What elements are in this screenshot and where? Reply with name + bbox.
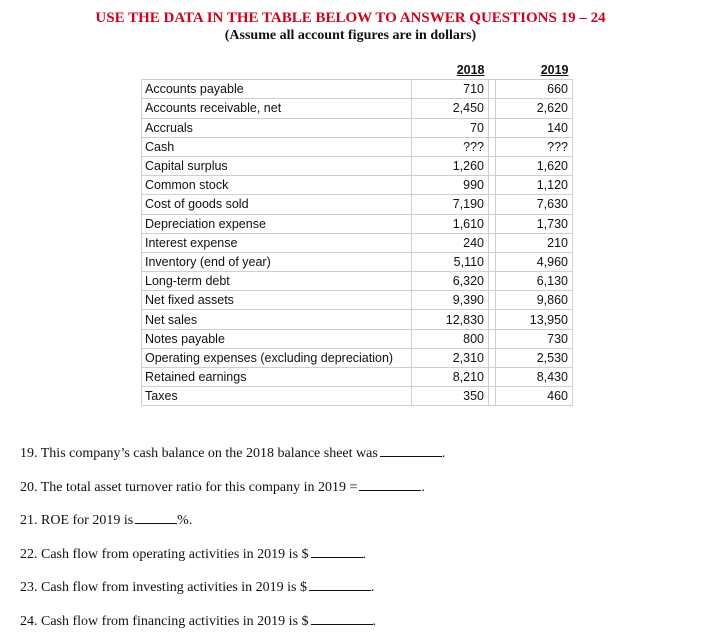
question-suffix: .: [442, 446, 446, 461]
question-suffix: .: [363, 547, 367, 562]
table-row: [142, 233, 573, 252]
value-2018: 800: [412, 329, 489, 348]
value-2019: 460: [496, 387, 573, 406]
value-2019: 6,130: [496, 272, 573, 291]
table-row: [142, 214, 573, 233]
page-subtitle: (Assume all account figures are in dollars): [0, 28, 701, 44]
table-row: [142, 329, 573, 348]
account-label: Taxes: [142, 387, 412, 406]
value-2019: 140: [496, 118, 573, 137]
answer-blank[interactable]: [311, 610, 373, 625]
table-row: [142, 118, 573, 137]
value-2019: 8,430: [496, 368, 573, 387]
question-text: Cash flow from operating activities in 2019 is $: [41, 547, 309, 562]
table-row: [142, 195, 573, 214]
account-label: Inventory (end of year): [142, 252, 412, 271]
account-label: Capital surplus: [142, 156, 412, 175]
value-2018: 990: [412, 176, 489, 195]
account-label: Accounts receivable, net: [142, 99, 412, 118]
question-list: [20, 442, 445, 643]
question-text: The total asset turnover ratio for this company in 2019 =: [41, 480, 358, 495]
question-text: ROE for 2019 is: [41, 513, 133, 528]
value-2018: 12,830: [412, 310, 489, 329]
question-text: Cash flow from investing activities in 2019 is $: [41, 580, 307, 595]
value-2018: 240: [412, 233, 489, 252]
account-label: Accruals: [142, 118, 412, 137]
value-2019: 1,120: [496, 176, 573, 195]
value-2019: ???: [496, 137, 573, 156]
value-2019: 4,960: [496, 252, 573, 271]
question-suffix: .: [371, 580, 375, 595]
value-2019: 2,530: [496, 348, 573, 367]
table-row: [142, 156, 573, 175]
table-row: [142, 368, 573, 387]
table-row: [142, 137, 573, 156]
value-2018: 5,110: [412, 252, 489, 271]
question-21: [20, 509, 445, 543]
value-2019: 1,730: [496, 214, 573, 233]
question-19: [20, 442, 445, 476]
table-row: [142, 348, 573, 367]
question-number: 20.: [20, 480, 38, 495]
question-number: 19.: [20, 446, 38, 461]
value-2018: 7,190: [412, 195, 489, 214]
value-2019: 9,860: [496, 291, 573, 310]
question-text: Cash flow from financing activities in 2019 is $: [41, 614, 309, 629]
table-row: [142, 310, 573, 329]
value-2019: 7,630: [496, 195, 573, 214]
table-row: [142, 272, 573, 291]
value-2018: ???: [412, 137, 489, 156]
year-2019-header: 2019: [496, 61, 573, 80]
account-label: Depreciation expense: [142, 214, 412, 233]
question-22: [20, 543, 445, 577]
question-number: 24.: [20, 614, 38, 629]
account-label: Operating expenses (excluding depreciation): [142, 348, 412, 367]
answer-blank[interactable]: [380, 442, 442, 457]
value-2018: 2,310: [412, 348, 489, 367]
value-2018: 350: [412, 387, 489, 406]
question-23: [20, 576, 445, 610]
question-suffix: .: [421, 480, 425, 495]
question-20: [20, 476, 445, 510]
account-label: Cost of goods sold: [142, 195, 412, 214]
question-number: 23.: [20, 580, 38, 595]
answer-blank[interactable]: [309, 576, 371, 591]
page-title: USE THE DATA IN THE TABLE BELOW TO ANSWER QUESTIONS 19 – 24: [0, 10, 701, 27]
value-2018: 2,450: [412, 99, 489, 118]
value-2018: 1,260: [412, 156, 489, 175]
table-row: [142, 387, 573, 406]
answer-blank[interactable]: [135, 509, 177, 524]
table-row: [142, 99, 573, 118]
account-label: Cash: [142, 137, 412, 156]
table-row: [142, 80, 573, 99]
account-label: Net fixed assets: [142, 291, 412, 310]
value-2018: 70: [412, 118, 489, 137]
value-2019: 730: [496, 329, 573, 348]
year-2018-header: 2018: [412, 61, 489, 80]
question-suffix: .: [373, 614, 377, 629]
account-label: Net sales: [142, 310, 412, 329]
answer-blank[interactable]: [359, 476, 421, 491]
table-header-row: [142, 61, 573, 80]
account-label: Common stock: [142, 176, 412, 195]
value-2019: 210: [496, 233, 573, 252]
label-header: [142, 61, 412, 80]
value-2019: 13,950: [496, 310, 573, 329]
value-2019: 660: [496, 80, 573, 99]
value-2018: 710: [412, 80, 489, 99]
account-label: Interest expense: [142, 233, 412, 252]
account-label: Accounts payable: [142, 80, 412, 99]
value-2019: 1,620: [496, 156, 573, 175]
value-2018: 6,320: [412, 272, 489, 291]
value-2018: 1,610: [412, 214, 489, 233]
answer-blank[interactable]: [311, 543, 363, 558]
question-suffix: %.: [177, 513, 192, 528]
table-row: [142, 176, 573, 195]
table-row: [142, 291, 573, 310]
question-24: [20, 610, 445, 643]
question-text: This company’s cash balance on the 2018 balance sheet was: [41, 446, 378, 461]
value-2019: 2,620: [496, 99, 573, 118]
account-label: Notes payable: [142, 329, 412, 348]
value-2018: 8,210: [412, 368, 489, 387]
value-2018: 9,390: [412, 291, 489, 310]
account-label: Long-term debt: [142, 272, 412, 291]
table-row: [142, 252, 573, 271]
account-data-table: [141, 61, 573, 406]
question-number: 22.: [20, 547, 38, 562]
question-number: 21.: [20, 513, 38, 528]
account-label: Retained earnings: [142, 368, 412, 387]
